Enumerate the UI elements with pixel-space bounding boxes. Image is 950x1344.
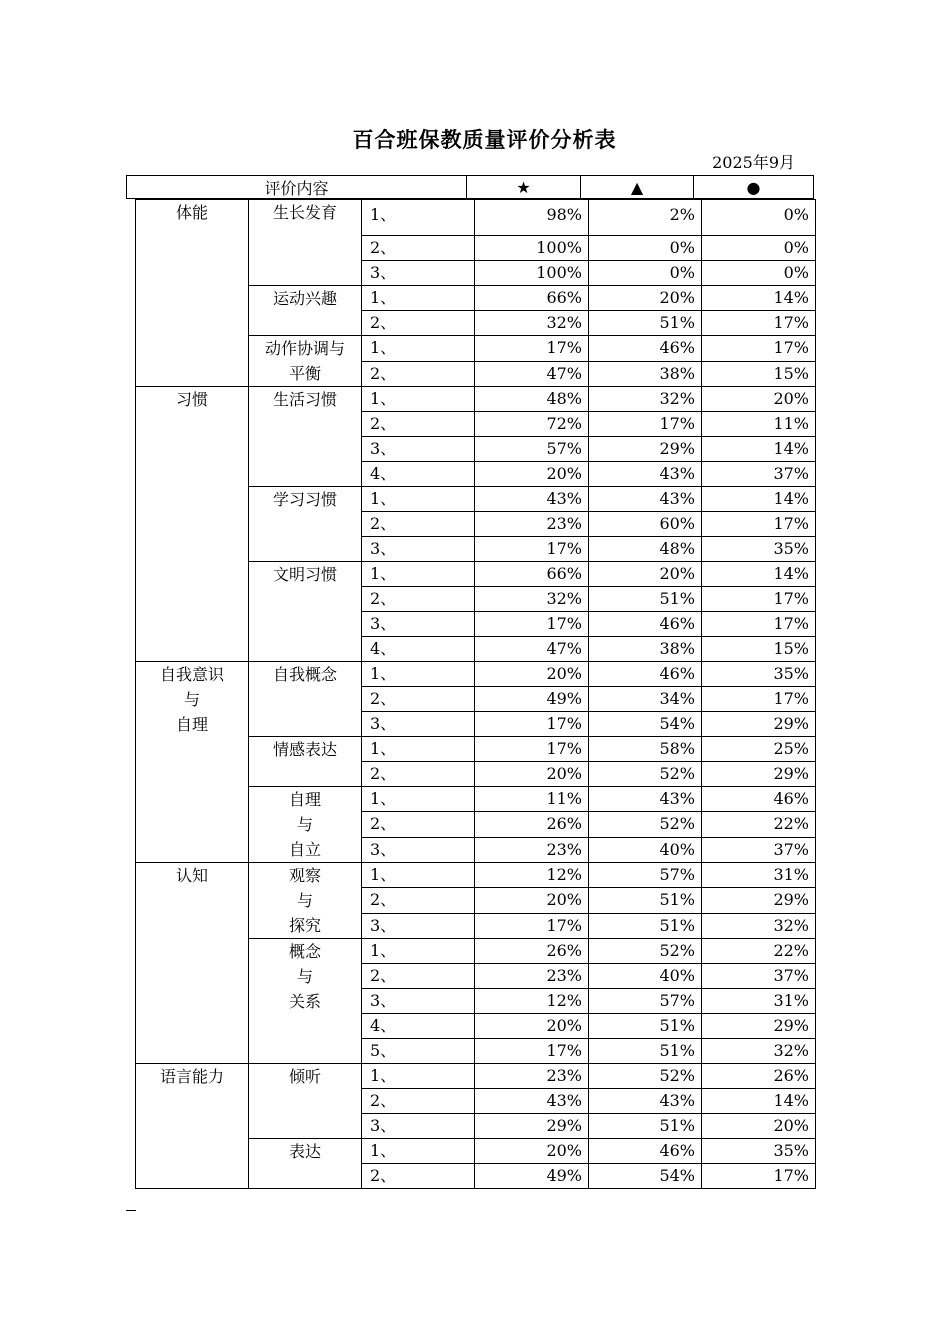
star-percent-cell: 49%	[475, 1164, 589, 1189]
triangle-percent-cell: 32%	[589, 387, 702, 412]
circle-percent-cell: 15%	[702, 637, 816, 662]
subcategory-cell: 观察 与 探究	[249, 863, 362, 939]
circle-percent-cell: 14%	[702, 286, 816, 311]
triangle-percent-cell: 43%	[589, 487, 702, 512]
item-index-cell: 1、	[362, 1139, 475, 1164]
subcategory-cell: 概念 与 关系	[249, 939, 362, 1064]
triangle-percent-cell: 51%	[589, 1039, 702, 1064]
star-percent-cell: 20%	[475, 462, 589, 487]
circle-percent-cell: 35%	[702, 662, 816, 687]
triangle-percent-cell: 40%	[589, 964, 702, 989]
star-percent-cell: 32%	[475, 587, 589, 612]
item-index-cell: 1、	[362, 200, 475, 236]
table-row	[136, 200, 816, 236]
triangle-percent-cell: 57%	[589, 863, 702, 888]
star-percent-cell: 23%	[475, 837, 589, 862]
item-index-cell: 2、	[362, 1089, 475, 1114]
item-index-cell: 2、	[362, 311, 475, 336]
item-index-cell: 2、	[362, 1164, 475, 1189]
star-percent-cell: 26%	[475, 812, 589, 837]
item-index-cell: 1、	[362, 662, 475, 687]
item-index-cell: 3、	[362, 712, 475, 737]
circle-percent-cell: 20%	[702, 1114, 816, 1139]
circle-percent-cell: 29%	[702, 888, 816, 913]
item-index-cell: 1、	[362, 387, 475, 412]
circle-percent-cell: 22%	[702, 939, 816, 964]
triangle-percent-cell: 0%	[589, 236, 702, 261]
subcategory-cell: 自我概念	[249, 662, 362, 737]
item-index-cell: 3、	[362, 612, 475, 637]
item-index-cell: 1、	[362, 737, 475, 762]
star-percent-cell: 49%	[475, 687, 589, 712]
table-row	[136, 1064, 816, 1089]
triangle-percent-cell: 57%	[589, 989, 702, 1014]
triangle-percent-cell: 58%	[589, 737, 702, 762]
category-cell: 自我意识 与 自理	[136, 662, 249, 863]
star-percent-cell: 17%	[475, 1039, 589, 1064]
header-star-icon: ★	[467, 176, 581, 198]
star-percent-cell: 17%	[475, 537, 589, 562]
triangle-percent-cell: 46%	[589, 1139, 702, 1164]
subcategory-cell: 自理 与 自立	[249, 787, 362, 863]
circle-percent-cell: 31%	[702, 863, 816, 888]
star-percent-cell: 12%	[475, 863, 589, 888]
star-percent-cell: 66%	[475, 286, 589, 311]
item-index-cell: 1、	[362, 1064, 475, 1089]
triangle-percent-cell: 51%	[589, 587, 702, 612]
item-index-cell: 3、	[362, 261, 475, 286]
triangle-percent-cell: 20%	[589, 286, 702, 311]
star-percent-cell: 23%	[475, 512, 589, 537]
circle-percent-cell: 11%	[702, 412, 816, 437]
item-index-cell: 2、	[362, 812, 475, 837]
circle-percent-cell: 25%	[702, 737, 816, 762]
star-percent-cell: 29%	[475, 1114, 589, 1139]
star-percent-cell: 20%	[475, 762, 589, 787]
triangle-percent-cell: 51%	[589, 1114, 702, 1139]
item-index-cell: 4、	[362, 1014, 475, 1039]
triangle-percent-cell: 29%	[589, 437, 702, 462]
item-index-cell: 2、	[362, 888, 475, 913]
circle-percent-cell: 29%	[702, 762, 816, 787]
triangle-percent-cell: 38%	[589, 637, 702, 662]
table-row	[136, 863, 816, 888]
triangle-percent-cell: 46%	[589, 336, 702, 362]
circle-percent-cell: 22%	[702, 812, 816, 837]
triangle-percent-cell: 38%	[589, 361, 702, 387]
item-index-cell: 1、	[362, 336, 475, 362]
item-index-cell: 1、	[362, 787, 475, 812]
triangle-percent-cell: 46%	[589, 612, 702, 637]
star-percent-cell: 47%	[475, 361, 589, 387]
item-index-cell: 2、	[362, 587, 475, 612]
star-percent-cell: 20%	[475, 888, 589, 913]
star-percent-cell: 17%	[475, 737, 589, 762]
item-index-cell: 2、	[362, 964, 475, 989]
subcategory-cell: 生长发育	[249, 200, 362, 286]
subcategory-cell: 运动兴趣	[249, 286, 362, 336]
star-percent-cell: 11%	[475, 787, 589, 812]
star-percent-cell: 47%	[475, 637, 589, 662]
circle-percent-cell: 0%	[702, 200, 816, 236]
item-index-cell: 4、	[362, 462, 475, 487]
star-percent-cell: 100%	[475, 261, 589, 286]
circle-percent-cell: 37%	[702, 462, 816, 487]
circle-percent-cell: 37%	[702, 837, 816, 862]
triangle-percent-cell: 54%	[589, 1164, 702, 1189]
item-index-cell: 2、	[362, 687, 475, 712]
circle-percent-cell: 32%	[702, 1039, 816, 1064]
star-percent-cell: 43%	[475, 487, 589, 512]
triangle-percent-cell: 0%	[589, 261, 702, 286]
item-index-cell: 2、	[362, 361, 475, 387]
star-percent-cell: 72%	[475, 412, 589, 437]
triangle-percent-cell: 43%	[589, 787, 702, 812]
item-index-cell: 3、	[362, 1114, 475, 1139]
star-percent-cell: 20%	[475, 1139, 589, 1164]
circle-percent-cell: 14%	[702, 1089, 816, 1114]
star-percent-cell: 66%	[475, 562, 589, 587]
triangle-percent-cell: 52%	[589, 1064, 702, 1089]
triangle-percent-cell: 60%	[589, 512, 702, 537]
star-percent-cell: 17%	[475, 336, 589, 362]
item-index-cell: 5、	[362, 1039, 475, 1064]
item-index-cell: 3、	[362, 537, 475, 562]
subcategory-cell: 表达	[249, 1139, 362, 1189]
circle-percent-cell: 46%	[702, 787, 816, 812]
triangle-percent-cell: 20%	[589, 562, 702, 587]
circle-percent-cell: 26%	[702, 1064, 816, 1089]
circle-percent-cell: 17%	[702, 587, 816, 612]
triangle-percent-cell: 51%	[589, 888, 702, 913]
document-title: 百合班保教质量评价分析表	[352, 127, 617, 152]
subcategory-cell: 学习习惯	[249, 487, 362, 562]
triangle-percent-cell: 34%	[589, 687, 702, 712]
star-percent-cell: 23%	[475, 1064, 589, 1089]
item-index-cell: 1、	[362, 562, 475, 587]
item-index-cell: 2、	[362, 412, 475, 437]
star-percent-cell: 17%	[475, 612, 589, 637]
subcategory-cell: 情感表达	[249, 737, 362, 787]
circle-percent-cell: 29%	[702, 712, 816, 737]
star-percent-cell: 43%	[475, 1089, 589, 1114]
star-percent-cell: 48%	[475, 387, 589, 412]
triangle-percent-cell: 51%	[589, 1014, 702, 1039]
category-cell: 习惯	[136, 387, 249, 662]
triangle-percent-cell: 48%	[589, 537, 702, 562]
circle-percent-cell: 17%	[702, 512, 816, 537]
triangle-percent-cell: 43%	[589, 462, 702, 487]
circle-percent-cell: 17%	[702, 1164, 816, 1189]
triangle-percent-cell: 2%	[589, 200, 702, 236]
triangle-percent-cell: 52%	[589, 762, 702, 787]
subcategory-cell: 动作协调与 平衡	[249, 336, 362, 387]
header-triangle-icon: ▲	[581, 176, 694, 198]
circle-percent-cell: 17%	[702, 612, 816, 637]
item-index-cell: 3、	[362, 989, 475, 1014]
circle-percent-cell: 37%	[702, 964, 816, 989]
triangle-percent-cell: 52%	[589, 812, 702, 837]
item-index-cell: 4、	[362, 637, 475, 662]
circle-percent-cell: 0%	[702, 261, 816, 286]
star-percent-cell: 17%	[475, 913, 589, 938]
star-percent-cell: 26%	[475, 939, 589, 964]
subcategory-cell: 倾听	[249, 1064, 362, 1139]
circle-percent-cell: 14%	[702, 487, 816, 512]
triangle-percent-cell: 52%	[589, 939, 702, 964]
circle-percent-cell: 17%	[702, 687, 816, 712]
table-row	[136, 387, 816, 412]
circle-percent-cell: 35%	[702, 1139, 816, 1164]
circle-percent-cell: 29%	[702, 1014, 816, 1039]
subcategory-cell: 文明习惯	[249, 562, 362, 662]
star-percent-cell: 17%	[475, 712, 589, 737]
triangle-percent-cell: 43%	[589, 1089, 702, 1114]
evaluation-table	[135, 199, 816, 1189]
circle-percent-cell: 14%	[702, 562, 816, 587]
circle-percent-cell: 14%	[702, 437, 816, 462]
subcategory-cell: 生活习惯	[249, 387, 362, 487]
table-row	[136, 662, 816, 687]
star-percent-cell: 20%	[475, 1014, 589, 1039]
triangle-percent-cell: 46%	[589, 662, 702, 687]
star-percent-cell: 98%	[475, 200, 589, 236]
item-index-cell: 1、	[362, 487, 475, 512]
circle-percent-cell: 20%	[702, 387, 816, 412]
item-index-cell: 3、	[362, 913, 475, 938]
item-index-cell: 1、	[362, 286, 475, 311]
triangle-percent-cell: 51%	[589, 913, 702, 938]
item-index-cell: 2、	[362, 762, 475, 787]
star-percent-cell: 100%	[475, 236, 589, 261]
triangle-percent-cell: 54%	[589, 712, 702, 737]
item-index-cell: 2、	[362, 512, 475, 537]
category-cell: 认知	[136, 863, 249, 1064]
star-percent-cell: 12%	[475, 989, 589, 1014]
item-index-cell: 2、	[362, 236, 475, 261]
circle-percent-cell: 17%	[702, 311, 816, 336]
item-index-cell: 3、	[362, 837, 475, 862]
item-index-cell: 1、	[362, 939, 475, 964]
item-index-cell: 1、	[362, 863, 475, 888]
header-evaluation-content: 评价内容	[127, 176, 467, 198]
table-bottom-tick	[126, 1210, 136, 1211]
star-percent-cell: 23%	[475, 964, 589, 989]
triangle-percent-cell: 40%	[589, 837, 702, 862]
circle-percent-cell: 15%	[702, 361, 816, 387]
item-index-cell: 3、	[362, 437, 475, 462]
circle-percent-cell: 0%	[702, 236, 816, 261]
header-circle-icon: ●	[746, 177, 761, 197]
star-percent-cell: 20%	[475, 662, 589, 687]
triangle-percent-cell: 17%	[589, 412, 702, 437]
circle-percent-cell: 17%	[702, 336, 816, 362]
circle-percent-cell: 35%	[702, 537, 816, 562]
circle-percent-cell: 32%	[702, 913, 816, 938]
star-percent-cell: 32%	[475, 311, 589, 336]
category-cell: 体能	[136, 200, 249, 387]
circle-percent-cell: 31%	[702, 989, 816, 1014]
document-date: 2025年9月	[712, 153, 795, 172]
triangle-percent-cell: 51%	[589, 311, 702, 336]
category-cell: 语言能力	[136, 1064, 249, 1189]
star-percent-cell: 57%	[475, 437, 589, 462]
table-header	[126, 175, 814, 199]
